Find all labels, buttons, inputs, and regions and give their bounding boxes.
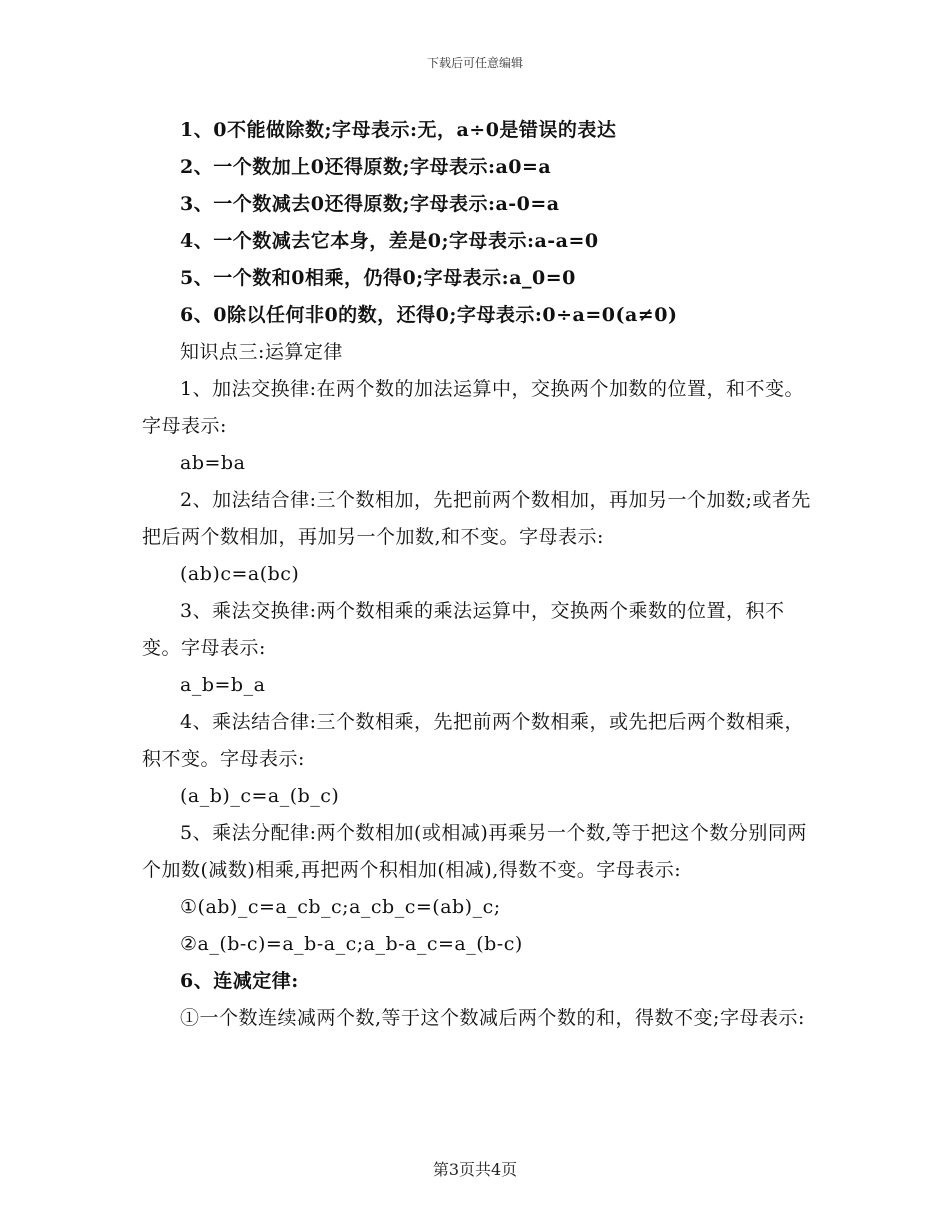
section-heading: 知识点三:运算定律	[180, 341, 343, 363]
law-continuous-subtraction-1: ①一个数连续减两个数,等于这个数减后两个数的和，得数不变;字母表示:	[180, 1007, 805, 1029]
law-mul-commutative: 3、乘法交换律:两个数相乘的乘法运算中，交换两个乘数的位置，积不变。字母表示:	[142, 600, 785, 659]
formula-add-associative: (ab)c=a(bc)	[180, 563, 300, 585]
rule-add-zero: 2、一个数加上0还得原数;字母表示:a0=a	[180, 156, 552, 178]
rule-multiply-zero: 5、一个数和0相乘，仍得0;字母表示:a_0=0	[180, 267, 576, 289]
rule-zero-divisor: 1、0不能做除数;字母表示:无，a÷0是错误的表达	[180, 119, 617, 141]
law-distributive: 5、乘法分配律:两个数相加(或相减)再乘另一个数,等于把这个数分别同两个加数(减数)相乘,再把两个积相加(相减),得数不变。字母表示:	[142, 822, 807, 881]
formula-mul-commutative: a_b=b_a	[180, 674, 266, 696]
document-body	[142, 112, 812, 1037]
law-continuous-subtraction: 6、连减定律:	[180, 970, 299, 992]
formula-distributive-2: ②a_(b-c)=a_b-a_c;a_b-a_c=a_(b-c)	[180, 933, 523, 955]
formula-mul-associative: (a_b)_c=a_(b_c)	[180, 785, 340, 807]
rule-subtract-self: 4、一个数减去它本身，差是0;字母表示:a-a=0	[180, 230, 599, 252]
page-header: 下载后可任意编辑	[426, 56, 523, 70]
law-mul-associative: 4、乘法结合律:三个数相乘，先把前两个数相乘，或先把后两个数相乘，积不变。字母表示:	[142, 711, 804, 770]
law-add-associative: 2、加法结合律:三个数相加，先把前两个数相加，再加另一个加数;或者先把后两个数相加，再加另一个加数,和不变。字母表示:	[142, 489, 811, 548]
rule-zero-divided: 6、0除以任何非0的数，还得0;字母表示:0÷a=0(a≠0)	[180, 304, 678, 326]
page-footer: 第3页共4页	[432, 1160, 518, 1179]
rule-subtract-zero: 3、一个数减去0还得原数;字母表示:a-0=a	[180, 193, 560, 215]
formula-add-commutative: ab=ba	[180, 452, 246, 474]
formula-distributive-1: ①(ab)_c=a_cb_c;a_cb_c=(ab)_c;	[180, 896, 501, 918]
law-add-commutative: 1、加法交换律:在两个数的加法运算中，交换两个加数的位置，和不变。字母表示:	[142, 378, 804, 437]
